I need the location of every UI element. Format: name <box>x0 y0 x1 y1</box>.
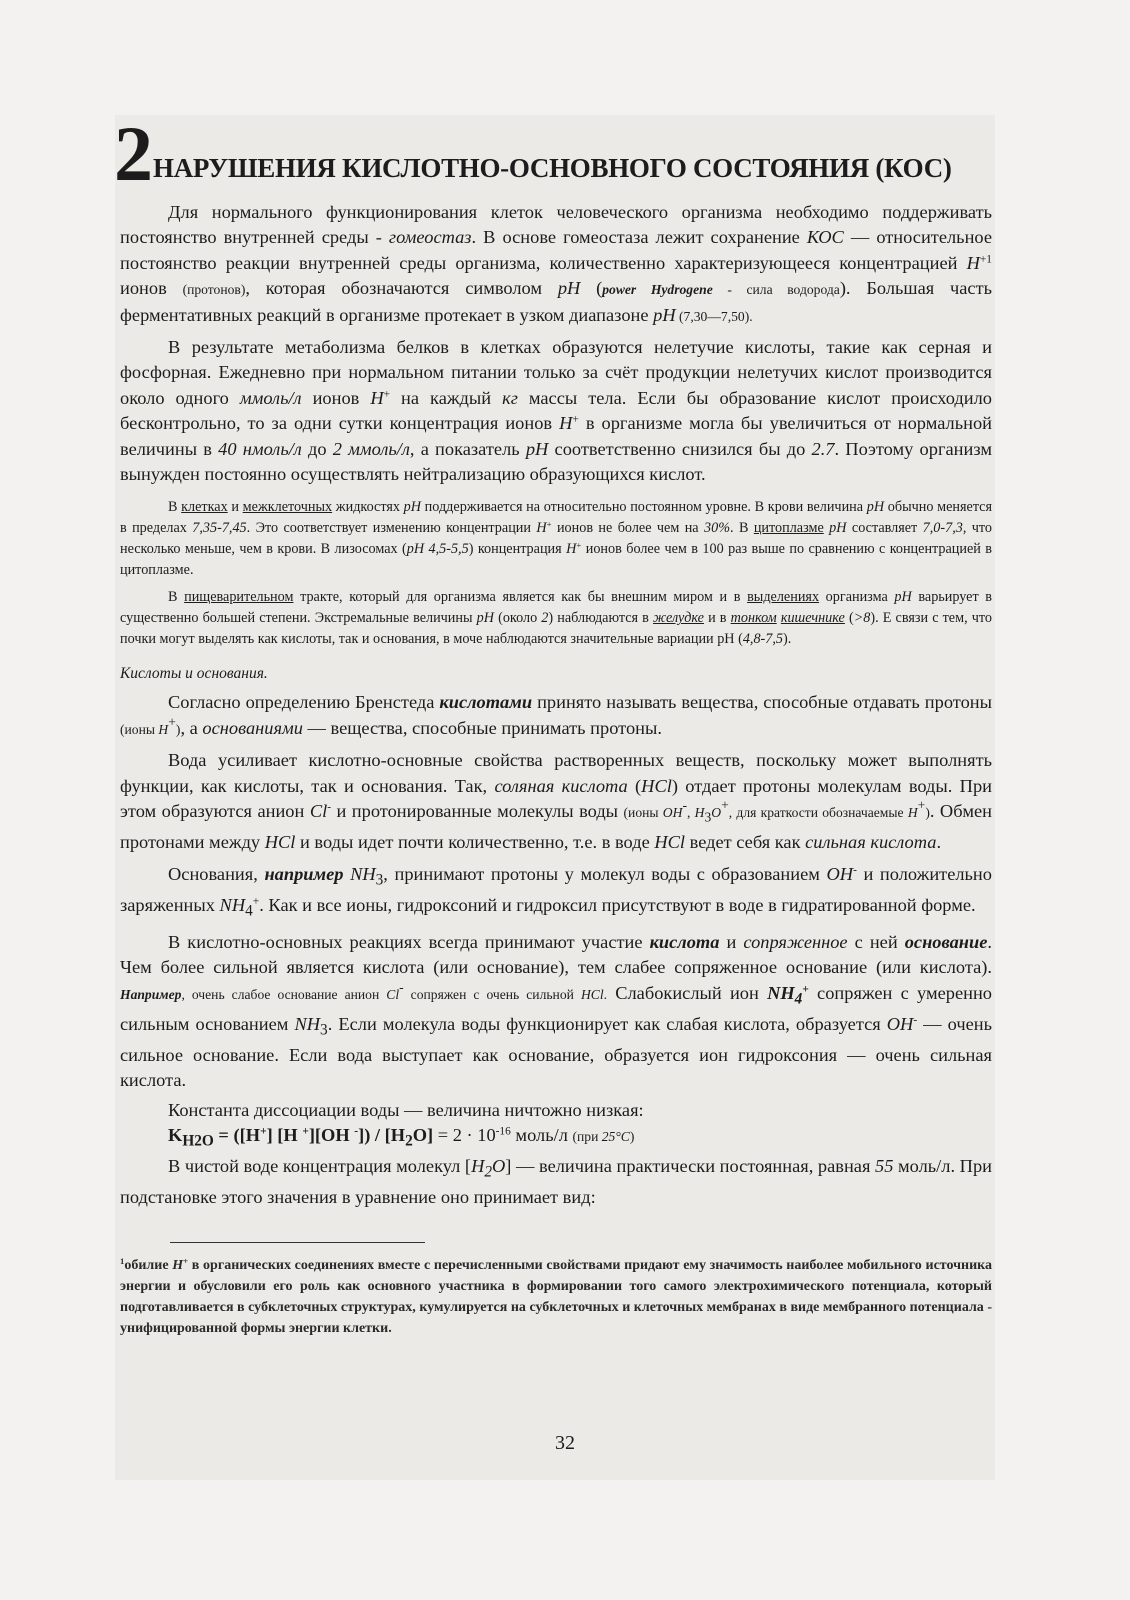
chapter-title: НАРУШЕНИЯ КИСЛОТНО-ОСНОВНОГО СОСТОЯНИЯ (КОС) <box>153 153 952 183</box>
chapter-heading <box>114 110 992 197</box>
document-body <box>114 110 993 1339</box>
paragraph-pure-water: В чистой воде концентрация молекул $[H_2O]$ — величина практически постоянная, равная 55 моль/л. При подстановке этого значения в уравнение оно принимает вид: <box>120 1156 992 1208</box>
paragraph-digestive-ph: В пищеварительном тракте, который для организма является как бы внешним миром и в выделениях организма pH варьирует в существенно большей степени. Экстремальные величины pH (около 2) наблюдаются в желудке и в тонком кишечнике (>8). Е связи с тем, что почки могут выделять как кислоты, так и основания, в моче наблюдаются значительные вариации pH (4,8-7,5). <box>120 589 993 648</box>
subheading-acids-bases: Кислоты и основания. <box>120 665 268 683</box>
footnote: $^1$обилие H+ в органических соединениях вместе с перечисленными свойствами придают ему значимость наиболее мобильного источника энергии и обусловили его роль как основного участника в формировании того самого электрохимического потенциала, который подготавливается в субклеточных структурах, кумулируется на субклеточных и клеточных мембранах в виде мембранного потенциала - унифицированной формы энергии клетки. <box>120 1256 992 1337</box>
page-number: 32 <box>555 1432 575 1454</box>
paragraph-dissociation: Константа диссоциации воды — величина ничтожно низкая: <box>168 1099 644 1120</box>
equation-dissociation: $K_{H2O} = ([H^+]$ [H +][OH $^-]) / [H_2O] = 2 \cdot 10^{-16}$ моль/л (при 25°C) <box>168 1124 635 1150</box>
paragraph-metabolism: В результате метаболизма белков в клетках образуются нелетучие кислоты, такие как серная и фосфорная. Ежедневно при нормальном питании только за счёт продукции нелетучих кислот производится около одного ммоль/л ионов H+ на каждый кг массы тела. Если бы образование кислот происходило бесконтрольно, то за одни сутки концентрация ионов H+ в организме могла бы увеличиться от нормальной величины в 40 нмоль/л до 2 ммоль/л, а показатель pH соответственно снизился бы до 2.7. Поэтому организм вынужден постоянно осуществлять нейтрализацию образующихся кислот. <box>120 337 993 485</box>
paragraph-conjugate: В кислотно-основных реакциях всегда принимают участие кислота и сопряженное с ней основание. Чем более сильной является кислота (или основание), тем слабее сопряженное основание (или кислота). Например, очень слабое основание анион Cl- сопряжен с очень сильной HCl. Слабокислый ион $NH_4^+$ сопряжен с умеренно сильным основанием $NH_3$. Если молекула воды функционирует как слабая кислота, образуется OH- — очень сильное основание. Если вода выступает как основание, образуется ион гидроксония — очень сильная кислота. <box>120 931 992 1091</box>
paragraph-bronsted: Согласно определению Бренстеда кислотами принято называть вещества, способные отдавать протоны (ионы H+), а основаниями — вещества, способные принимать протоны. <box>120 692 992 738</box>
paragraph-cells-ph: В клетках и межклеточных жидкостях pH поддерживается на относительно постоянном уровне. В крови величина pH обычно меняется в пределах 7,35-7,45. Это соответствует изменению концентрации H+ ионов не более чем на 30%. В цитоплазме pH составляет 7,0-7,3, что несколько меньше, чем в крови. В лизосомах (pH 4,5-5,5) концентрация H+ ионов более чем в 100 раз выше по сравнению с концентрацией в цитоплазме. <box>120 499 993 579</box>
footnote-divider <box>170 1242 425 1243</box>
paragraph-water: Вода усиливает кислотно-основные свойства растворенных веществ, поскольку может выполнять функции, как кислоты, так и основания. Так, соляная кислота (HCl) отдает протоны молекулам воды. При этом образуются анион Cl- и протонированные молекулы воды (ионы OH-, $H_3O^+$, для краткости обозначаемые H+). Обмен протонами между HCl и воды идет почти количественно, т.е. в воде HCl ведет себя как сильная кислота. <box>120 750 993 853</box>
paragraph-homeostasis: Для нормального функционирования клеток человеческого организма необходимо поддерживать постоянство внутренней среды - гомеостаз. В основе гомеостаза лежит сохранение КОС — относительное постоянство реакции внутренней среды организма, количественно характеризующееся концентрацией $H^{+1}$ ионов (протонов), которая обозначаются символом pH (power Hydrogene - сила водорода). Большая часть ферментативных реакций в организме протекает в узком диапазоне pH (7,30—7,50). <box>120 202 992 325</box>
paragraph-bases: Основания, например $NH_3$, принимают протоны у молекул воды с образованием OH- и положительно заряженных $NH_4^+$. Как и все ионы, гидроксоний и гидроксил присутствуют в воде в гидратированной форме. <box>120 863 992 920</box>
chapter-number: 2 <box>114 110 151 197</box>
